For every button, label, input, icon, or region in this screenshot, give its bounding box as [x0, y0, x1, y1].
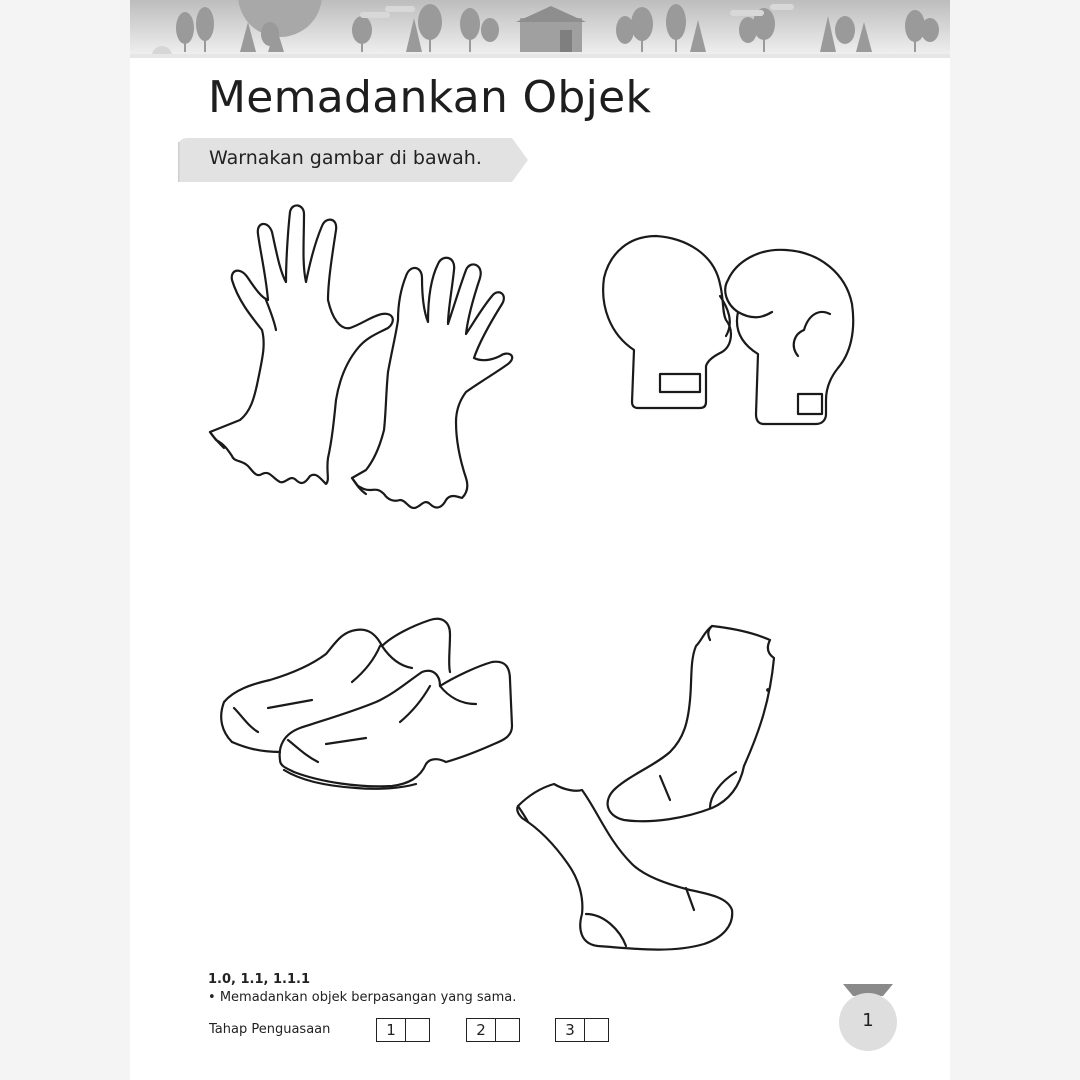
- page-number: 1: [862, 1010, 874, 1031]
- page-title: Memadankan Objek: [208, 72, 652, 123]
- shoes-icon: [221, 619, 512, 789]
- learning-standard-codes: 1.0, 1.1, 1.1.1: [208, 972, 311, 987]
- mastery-level-1-box[interactable]: [376, 1018, 430, 1042]
- illustrations-area: [130, 0, 950, 1080]
- socks-icon: [517, 626, 774, 950]
- learning-objective: • Memadankan objek berpasangan yang sama.: [208, 990, 517, 1005]
- mastery-level-3-box[interactable]: [555, 1018, 609, 1042]
- mastery-level-number: 3: [556, 1019, 585, 1041]
- boxing-gloves-icon: [603, 236, 853, 424]
- mastery-level-number: 1: [377, 1019, 406, 1041]
- worksheet-page: [130, 0, 950, 1080]
- instruction-text: Warnakan gambar di bawah.: [209, 147, 482, 169]
- mastery-level-1-checkbox[interactable]: [406, 1019, 429, 1041]
- rubber-gloves-icon: [210, 205, 512, 508]
- learning-objective-text: Memadankan objek berpasangan yang sama.: [219, 990, 517, 1005]
- mastery-level-2-checkbox[interactable]: [496, 1019, 519, 1041]
- mastery-level-3-checkbox[interactable]: [585, 1019, 608, 1041]
- mastery-level-label: Tahap Penguasaan: [209, 1022, 331, 1037]
- mastery-level-2-box[interactable]: [466, 1018, 520, 1042]
- mastery-level-number: 2: [467, 1019, 496, 1041]
